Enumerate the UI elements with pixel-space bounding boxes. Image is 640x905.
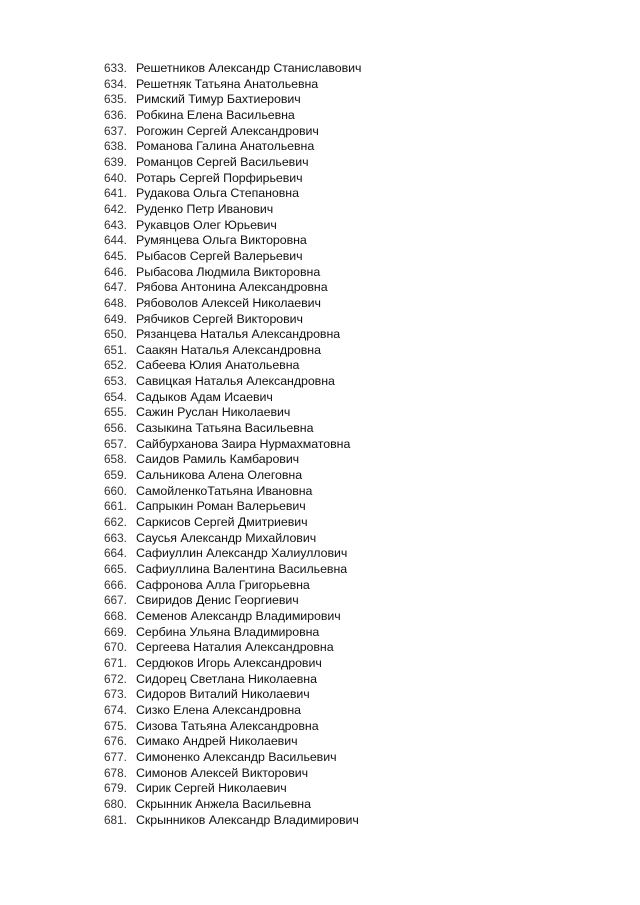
list-item — [104, 703, 524, 719]
list-item — [104, 218, 524, 234]
entry-number: 644. — [104, 233, 127, 248]
list-item — [104, 719, 524, 735]
entry-number: 646. — [104, 264, 127, 279]
entry-name: Руденко Петр Иванович — [136, 201, 274, 216]
list-item — [104, 61, 524, 77]
list-item — [104, 358, 524, 374]
entry-name: Сирик Сергей Николаевич — [136, 781, 287, 796]
list-item — [104, 609, 524, 625]
entry-name: Рябоволов Алексей Николаевич — [136, 295, 321, 310]
entry-name: Сайбурханова Заира Нурмахматовна — [136, 436, 351, 451]
entry-number: 669. — [104, 624, 127, 639]
list-item — [104, 202, 524, 218]
entry-number: 657. — [104, 436, 127, 451]
entry-number: 672. — [104, 671, 127, 686]
entry-number: 648. — [104, 295, 127, 310]
list-item — [104, 640, 524, 656]
list-item — [104, 437, 524, 453]
list-item — [104, 249, 524, 265]
entry-name: Сидоров Виталий Николаевич — [136, 687, 310, 702]
list-item — [104, 139, 524, 155]
entry-number: 675. — [104, 718, 127, 733]
list-item — [104, 390, 524, 406]
entry-name: Скрынников Александр Владимирович — [136, 812, 359, 827]
entry-number: 636. — [104, 107, 127, 122]
entry-number: 637. — [104, 123, 127, 138]
entry-number: 679. — [104, 781, 127, 796]
entry-number: 650. — [104, 327, 127, 342]
entry-number: 645. — [104, 248, 127, 263]
entry-name: Рогожин Сергей Александрович — [136, 123, 319, 138]
list-item — [104, 186, 524, 202]
entry-name: Симонов Алексей Викторович — [136, 765, 309, 780]
entry-name: Сальникова Алена Олеговна — [136, 468, 303, 483]
list-item — [104, 656, 524, 672]
entry-number: 660. — [104, 483, 127, 498]
entry-name: Сердюков Игорь Александрович — [136, 655, 322, 670]
list-item — [104, 327, 524, 343]
entry-name: Симако Андрей Николаевич — [136, 734, 298, 749]
entry-number: 640. — [104, 170, 127, 185]
entry-number: 666. — [104, 577, 127, 592]
entry-name: Симоненко Александр Васильевич — [136, 749, 337, 764]
entry-name: Сафиуллин Александр Халиуллович — [136, 546, 348, 561]
entry-name: Садыков Адам Исаевич — [136, 389, 273, 404]
list-item — [104, 499, 524, 515]
entry-number: 639. — [104, 154, 127, 169]
entry-number: 676. — [104, 734, 127, 749]
entry-number: 659. — [104, 468, 127, 483]
entry-number: 642. — [104, 201, 127, 216]
entry-name: Саусья Александр Михайлович — [136, 530, 317, 545]
entry-number: 670. — [104, 640, 127, 655]
list-item — [104, 280, 524, 296]
entry-name: Скрынник Анжела Васильевна — [136, 796, 311, 811]
entry-name: Рыбасова Людмила Викторовна — [136, 264, 321, 279]
entry-name: Рязанцева Наталья Александровна — [136, 327, 341, 342]
name-list — [104, 61, 524, 828]
entry-name: Сербина Ульяна Владимировна — [136, 624, 320, 639]
entry-name: Робкина Елена Васильевна — [136, 107, 295, 122]
entry-number: 663. — [104, 530, 127, 545]
entry-number: 634. — [104, 76, 127, 91]
list-item — [104, 813, 524, 829]
entry-number: 638. — [104, 139, 127, 154]
list-item — [104, 233, 524, 249]
entry-name: Решетняк Татьяна Анатольевна — [136, 76, 319, 91]
entry-number: 654. — [104, 389, 127, 404]
entry-name: Савицкая Наталья Александровна — [136, 374, 335, 389]
entry-number: 678. — [104, 765, 127, 780]
list-item — [104, 687, 524, 703]
entry-name: Рыбасов Сергей Валерьевич — [136, 248, 303, 263]
entry-number: 664. — [104, 546, 127, 561]
entry-name: Сергеева Наталия Александровна — [136, 640, 334, 655]
entry-number: 633. — [104, 61, 127, 75]
list-item — [104, 484, 524, 500]
entry-number: 667. — [104, 593, 127, 608]
entry-number: 653. — [104, 374, 127, 389]
entry-number: 677. — [104, 749, 127, 764]
list-item — [104, 531, 524, 547]
list-item — [104, 421, 524, 437]
entry-number: 643. — [104, 217, 127, 232]
entry-number: 635. — [104, 92, 127, 107]
entry-name: Рябчиков Сергей Викторович — [136, 311, 303, 326]
entry-number: 671. — [104, 655, 127, 670]
entry-name: Сабеева Юлия Анатольевна — [136, 358, 300, 373]
list-item — [104, 734, 524, 750]
list-item — [104, 405, 524, 421]
entry-name: Сафиуллина Валентина Васильевна — [136, 562, 348, 576]
list-item — [104, 343, 524, 359]
list-item — [104, 750, 524, 766]
list-item — [104, 155, 524, 171]
entry-name: Сазыкина Татьяна Васильевна — [136, 421, 314, 436]
list-item — [104, 108, 524, 124]
list-item — [104, 296, 524, 312]
list-item — [104, 515, 524, 531]
list-item — [104, 92, 524, 108]
entry-number: 651. — [104, 342, 127, 357]
entry-name: Римский Тимур Бахтиерович — [136, 92, 301, 107]
entry-name: Сажин Руслан Николаевич — [136, 405, 291, 420]
entry-name: Сапрыкин Роман Валерьевич — [136, 499, 306, 514]
entry-name: Саидов Рамиль Камбарович — [136, 452, 300, 467]
entry-name: Румянцева Ольга Викторовна — [136, 233, 307, 248]
entry-number: 649. — [104, 311, 127, 326]
entry-name: Романова Галина Анатольевна — [136, 139, 315, 154]
list-item — [104, 578, 524, 594]
entry-number: 655. — [104, 405, 127, 420]
entry-number: 656. — [104, 421, 127, 436]
entry-name: Семенов Александр Владимирович — [136, 608, 341, 623]
list-item — [104, 171, 524, 187]
entry-name: Решетников Александр Станиславович — [136, 61, 362, 75]
entry-name: Сафронова Алла Григорьевна — [136, 577, 310, 592]
entry-number: 680. — [104, 796, 127, 811]
entry-number: 641. — [104, 186, 127, 201]
entry-name: Рябова Антонина Александровна — [136, 280, 328, 295]
list-item — [104, 766, 524, 782]
entry-name: Ротарь Сергей Порфирьевич — [136, 170, 303, 185]
list-item — [104, 77, 524, 93]
entry-number: 662. — [104, 515, 127, 530]
list-item — [104, 797, 524, 813]
entry-name: Рукавцов Олег Юрьевич — [136, 217, 277, 232]
entry-number: 681. — [104, 812, 127, 827]
list-item — [104, 781, 524, 797]
list-item — [104, 625, 524, 641]
entry-name: Сизко Елена Александровна — [136, 702, 301, 717]
entry-number: 673. — [104, 687, 127, 702]
entry-number: 668. — [104, 608, 127, 623]
list-item — [104, 265, 524, 281]
entry-name: Рудакова Ольга Степановна — [136, 186, 299, 201]
entry-number: 652. — [104, 358, 127, 373]
list-item — [104, 468, 524, 484]
entry-name: Романцов Сергей Васильевич — [136, 154, 309, 169]
entry-name: Свиридов Денис Георгиевич — [136, 593, 299, 608]
entry-name: СамойленкоТатьяна Ивановна — [136, 483, 313, 498]
list-item — [104, 672, 524, 688]
list-item — [104, 124, 524, 140]
list-item — [104, 593, 524, 609]
entry-name: Саркисов Сергей Дмитриевич — [136, 515, 308, 530]
entry-number: 661. — [104, 499, 127, 514]
entry-name: Сизова Татьяна Александровна — [136, 718, 319, 733]
list-item — [104, 562, 524, 578]
list-item — [104, 546, 524, 562]
entry-number: 665. — [104, 562, 127, 576]
list-item — [104, 452, 524, 468]
entry-number: 658. — [104, 452, 127, 467]
list-item — [104, 312, 524, 328]
entry-number: 647. — [104, 280, 127, 295]
entry-name: Саакян Наталья Александровна — [136, 342, 321, 357]
entry-name: Сидорец Светлана Николаевна — [136, 671, 317, 686]
entry-number: 674. — [104, 702, 127, 717]
list-item — [104, 374, 524, 390]
